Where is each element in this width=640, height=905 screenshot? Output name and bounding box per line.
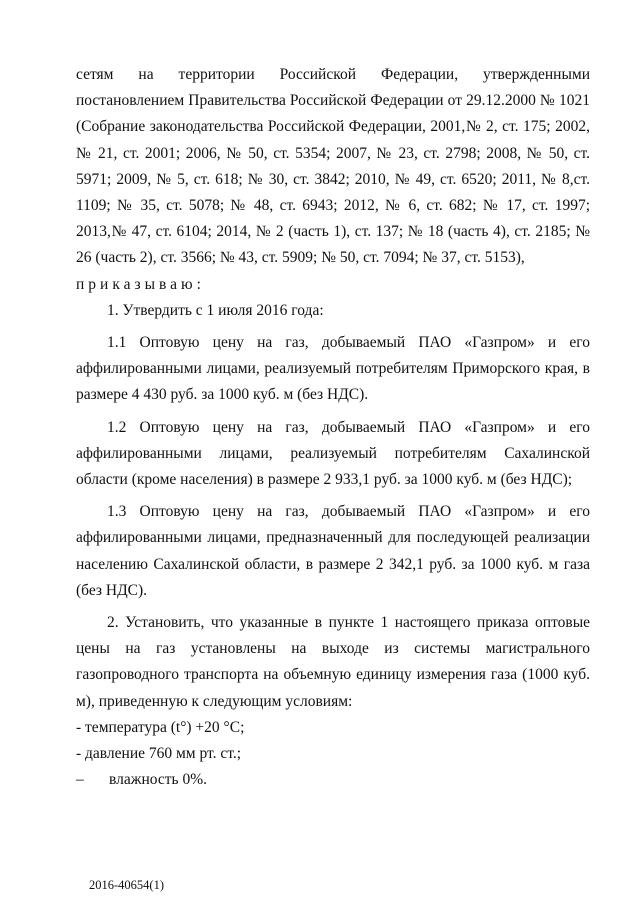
condition-temperature: - температура (t°) +20 °С; — [76, 718, 245, 736]
item-1-1: 1.1 Оптовую цену на газ, добываемый ПАО «Газпром» и его аффилированными лицами, реализуемый потребителям Приморского края, в размере 4 430 руб. за 1000 куб. м (без НДС). — [76, 334, 590, 404]
document-number: 2016-40654(1) — [89, 878, 164, 892]
item-2: 2. Установить, что указанные в пункте 1 настоящего приказа оптовые цены на газ установлены на выходе из системы магистрального газопроводного транспорта на объемную единицу измерения газа (1000 куб. м), приведенную к следующим условиям: — [76, 614, 590, 710]
item-1-3: 1.3 Оптовую цену на газ, добываемый ПАО «Газпром» и его аффилированными лицами, предназначенный для последующей реализации населению Сахалинской области, в размере 2 342,1 руб. за 1000 куб. м газа (без НДС). — [76, 503, 590, 599]
condition-pressure: - давление 760 мм рт. ст.; — [76, 745, 242, 763]
condition-humidity-row — [76, 767, 590, 793]
item-1-2: 1.2 Оптовую цену на газ, добываемый ПАО «Газпром» и его аффилированными лицами, реализуемый потребителям Сахалинской области (кроме населения) в размере 2 933,1 руб. за 1000 куб. м (без НДС); — [76, 418, 590, 489]
condition-humidity: влажность 0%. — [109, 771, 208, 789]
item-1: 1. Утвердить с 1 июля 2016 года: — [107, 301, 324, 319]
order-word: приказываю: — [76, 275, 205, 293]
dash-mark: – — [76, 771, 84, 789]
intro-paragraph: сетям на территории Российской Федерации, утвержденными постановлением Правительства Российской Федерации от 29.12.2000 № 1021 (Собрание законодательства Российской Федерации, 2001,№ 2, ст. 175; 2002, № 21, ст. 2001; 2006, № 50, ст. 5354; 2007, № 23, ст. 2798; 2008, № 50, ст. 5971; 2009, № 5, ст. 618; № 30, ст. 3842; 2010, № 49, ст. 6520; 2011, № 8,ст. 1109; № 35, ст. 5078; № 48, ст. 6943; 2012, № 6, ст. 682; № 17, ст. 1997; 2013,№ 47, ст. 6104; 2014, № 2 (часть 1), ст. 137; № 18 (часть 4), ст. 2185; № 26 (часть 2), ст. 3566; № 43, ст. 5909; № 50, ст. 7094; № 37, ст. 5153), — [76, 66, 590, 267]
